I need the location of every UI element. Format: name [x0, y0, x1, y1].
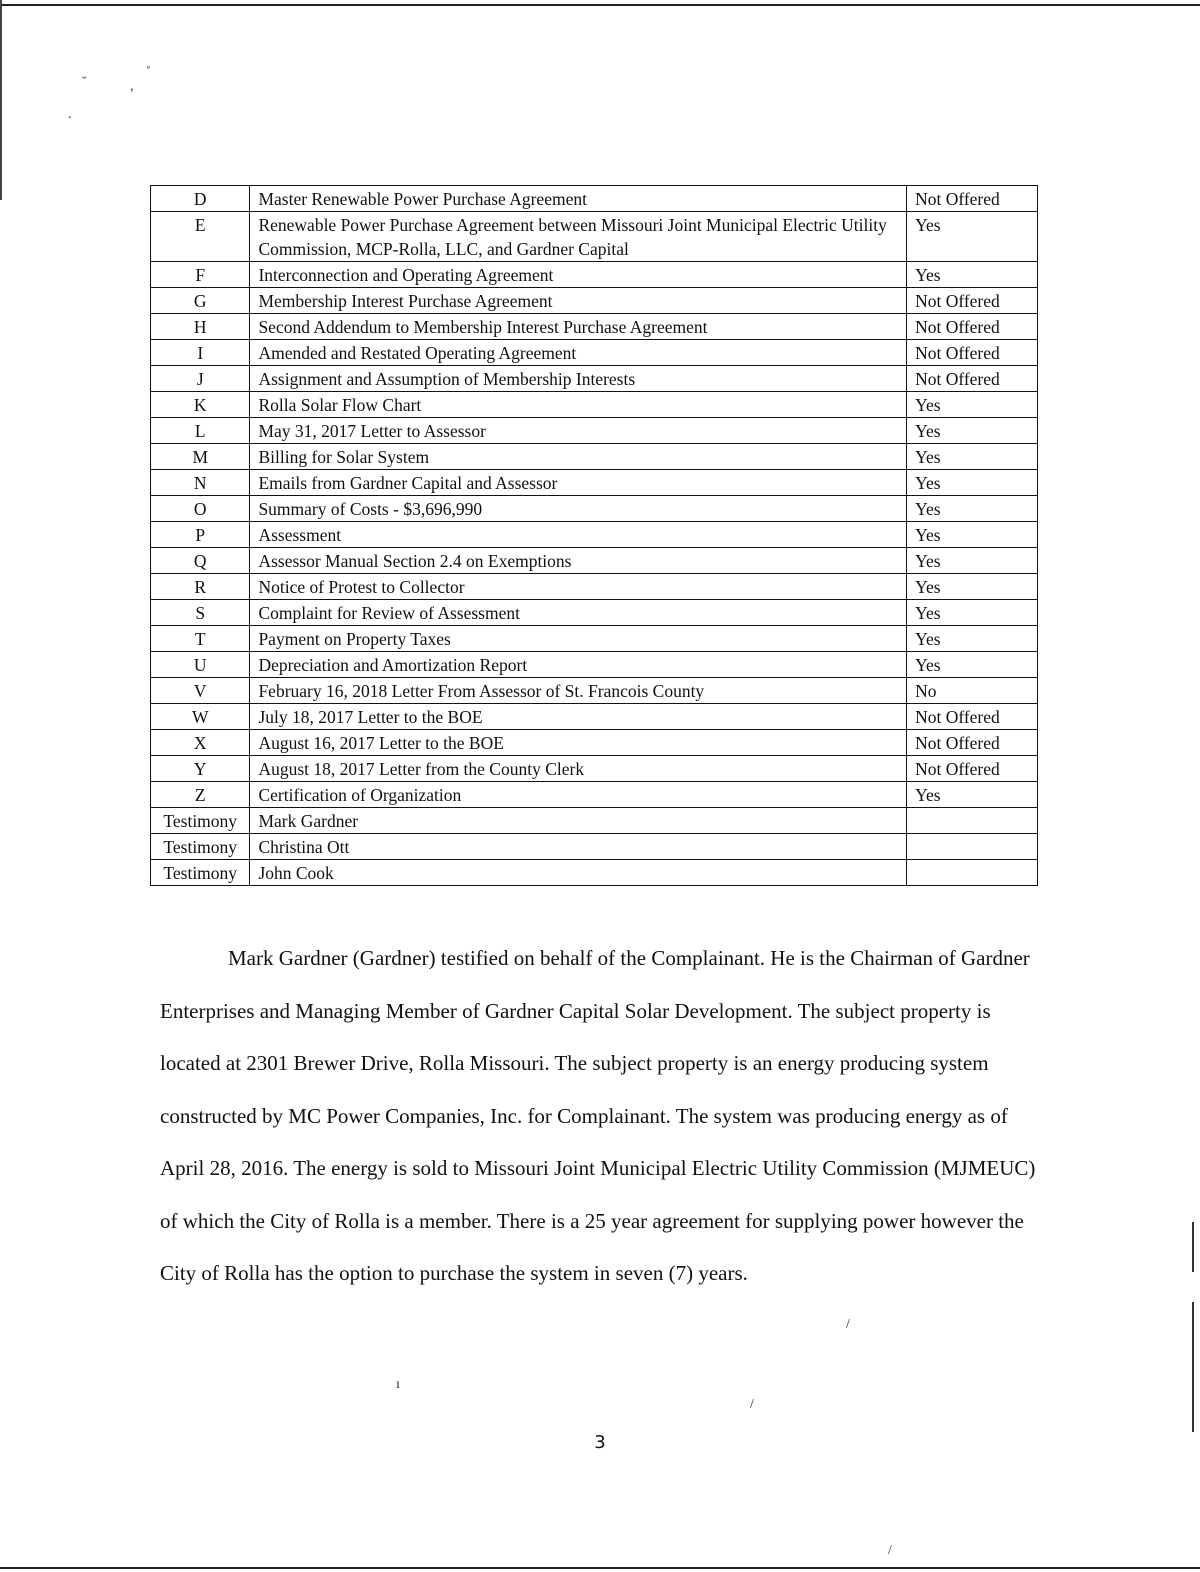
exhibit-status: Yes: [907, 522, 1038, 548]
exhibit-description: Notice of Protest to Collector: [250, 574, 907, 600]
exhibit-row: [151, 574, 1038, 600]
scan-edge-mark: [1192, 1222, 1194, 1272]
scan-edge-mark: [1192, 1302, 1194, 1432]
exhibit-description: Renewable Power Purchase Agreement between Missouri Joint Municipal Electric Utility Commission, MCP-Rolla, LLC, and Gardner Capital: [250, 212, 907, 262]
exhibit-row: [151, 418, 1038, 444]
exhibit-status: Not Offered: [907, 704, 1038, 730]
scan-speck: /: [888, 1543, 892, 1558]
exhibit-status: Not Offered: [907, 314, 1038, 340]
scan-border-top: [0, 4, 1200, 6]
exhibit-status: [907, 834, 1038, 860]
exhibit-description: Certification of Organization: [250, 782, 907, 808]
exhibit-row: [151, 704, 1038, 730]
page-number: 3: [594, 1432, 606, 1453]
exhibit-letter: S: [151, 600, 250, 626]
exhibit-description: July 18, 2017 Letter to the BOE: [250, 704, 907, 730]
exhibit-status: Not Offered: [907, 366, 1038, 392]
exhibit-description: Mark Gardner: [250, 808, 907, 834]
exhibit-description: Interconnection and Operating Agreement: [250, 262, 907, 288]
paragraph-text: Mark Gardner (Gardner) testified on behalf of the Complainant. He is the Chairman of Gardner Enterprises and Managing Member of Gardner Capital Solar Development. The subject property is located at 2301 Brewer Drive, Rolla Missouri. The subject property is an energy producing system constructed by MC Power Companies, Inc. for Complainant. The system was producing energy as of April 28, 2016. The energy is sold to Missouri Joint Municipal Electric Utility Commission (MJMEUC) of which the City of Rolla is a member. There is a 25 year agreement for supplying power however the City of Rolla has the option to purchase the system in seven (7) years.: [160, 946, 1036, 1285]
exhibit-letter: I: [151, 340, 250, 366]
scan-speck: /: [750, 1397, 754, 1412]
exhibit-description: Assignment and Assumption of Membership Interests: [250, 366, 907, 392]
exhibit-letter: T: [151, 626, 250, 652]
exhibit-description: Payment on Property Taxes: [250, 626, 907, 652]
exhibit-status: Yes: [907, 652, 1038, 678]
exhibit-description: Membership Interest Purchase Agreement: [250, 288, 907, 314]
exhibit-status: Yes: [907, 212, 1038, 262]
exhibit-status: Yes: [907, 782, 1038, 808]
exhibit-status: [907, 808, 1038, 834]
exhibit-status: Not Offered: [907, 186, 1038, 212]
exhibit-letter: U: [151, 652, 250, 678]
exhibit-description: Second Addendum to Membership Interest Purchase Agreement: [250, 314, 907, 340]
scan-speck: ,: [130, 79, 134, 94]
exhibit-description: February 16, 2018 Letter From Assessor of St. Francois County: [250, 678, 907, 704]
exhibit-letter: G: [151, 288, 250, 314]
exhibit-row: [151, 392, 1038, 418]
exhibit-letter: V: [151, 678, 250, 704]
exhibit-letter: W: [151, 704, 250, 730]
exhibit-status: Yes: [907, 548, 1038, 574]
exhibit-description: Depreciation and Amortization Report: [250, 652, 907, 678]
exhibit-row: [151, 444, 1038, 470]
exhibit-row: [151, 366, 1038, 392]
exhibit-description: August 16, 2017 Letter to the BOE: [250, 730, 907, 756]
exhibit-table-body: [151, 186, 1038, 886]
exhibit-row: [151, 212, 1038, 262]
exhibit-letter: Q: [151, 548, 250, 574]
exhibit-row: [151, 340, 1038, 366]
exhibit-letter: O: [151, 496, 250, 522]
exhibit-letter: Z: [151, 782, 250, 808]
exhibit-status: Yes: [907, 574, 1038, 600]
exhibit-row: [151, 496, 1038, 522]
exhibit-row: [151, 522, 1038, 548]
exhibit-row: [151, 678, 1038, 704]
exhibit-row: [151, 860, 1038, 886]
scan-border-bottom: [0, 1567, 1200, 1569]
exhibit-description: Christina Ott: [250, 834, 907, 860]
exhibit-letter: R: [151, 574, 250, 600]
exhibit-letter: J: [151, 366, 250, 392]
exhibit-letter: N: [151, 470, 250, 496]
exhibit-status: No: [907, 678, 1038, 704]
exhibit-description: August 18, 2017 Letter from the County Clerk: [250, 756, 907, 782]
exhibit-description: Rolla Solar Flow Chart: [250, 392, 907, 418]
exhibit-description: May 31, 2017 Letter to Assessor: [250, 418, 907, 444]
exhibit-row: [151, 600, 1038, 626]
scan-speck: ˚: [146, 65, 151, 80]
exhibit-letter: F: [151, 262, 250, 288]
testimony-summary-paragraph: [160, 932, 1050, 1300]
exhibit-row: [151, 730, 1038, 756]
exhibit-row: [151, 756, 1038, 782]
exhibit-status: Yes: [907, 262, 1038, 288]
exhibit-row: [151, 834, 1038, 860]
exhibit-status: Yes: [907, 496, 1038, 522]
exhibit-description: Amended and Restated Operating Agreement: [250, 340, 907, 366]
exhibit-description: Emails from Gardner Capital and Assessor: [250, 470, 907, 496]
exhibit-row: [151, 782, 1038, 808]
exhibit-letter: H: [151, 314, 250, 340]
exhibit-description: Billing for Solar System: [250, 444, 907, 470]
scan-speck: .: [68, 107, 72, 122]
exhibit-description: Master Renewable Power Purchase Agreement: [250, 186, 907, 212]
exhibit-row: [151, 314, 1038, 340]
scan-speck: /: [846, 1317, 850, 1332]
exhibit-letter: X: [151, 730, 250, 756]
exhibit-status: Not Offered: [907, 288, 1038, 314]
exhibit-letter: K: [151, 392, 250, 418]
exhibit-table: [150, 185, 1038, 886]
exhibit-status: Not Offered: [907, 730, 1038, 756]
exhibit-description: John Cook: [250, 860, 907, 886]
exhibit-description: Assessor Manual Section 2.4 on Exemptions: [250, 548, 907, 574]
exhibit-letter: P: [151, 522, 250, 548]
exhibit-status: Not Offered: [907, 340, 1038, 366]
exhibit-status: Yes: [907, 470, 1038, 496]
exhibit-letter: M: [151, 444, 250, 470]
exhibit-row: [151, 470, 1038, 496]
exhibit-description: Summary of Costs - $3,696,990: [250, 496, 907, 522]
exhibit-row: [151, 548, 1038, 574]
exhibit-description: Assessment: [250, 522, 907, 548]
exhibit-status: Yes: [907, 392, 1038, 418]
exhibit-row: [151, 288, 1038, 314]
exhibit-status: Not Offered: [907, 756, 1038, 782]
scan-speck: ı: [396, 1377, 400, 1392]
exhibit-row: [151, 808, 1038, 834]
exhibit-row: [151, 186, 1038, 212]
exhibit-status: Yes: [907, 444, 1038, 470]
exhibit-letter: Testimony: [151, 808, 250, 834]
exhibit-status: [907, 860, 1038, 886]
exhibit-letter: Y: [151, 756, 250, 782]
scan-border-left: [0, 0, 2, 200]
exhibit-letter: Testimony: [151, 834, 250, 860]
exhibit-letter: D: [151, 186, 250, 212]
exhibit-status: Yes: [907, 418, 1038, 444]
scan-speck: ˘: [82, 75, 87, 90]
exhibit-row: [151, 626, 1038, 652]
exhibit-letter: Testimony: [151, 860, 250, 886]
exhibit-status: Yes: [907, 626, 1038, 652]
exhibit-row: [151, 652, 1038, 678]
exhibit-letter: E: [151, 212, 250, 262]
exhibit-description: Complaint for Review of Assessment: [250, 600, 907, 626]
exhibit-status: Yes: [907, 600, 1038, 626]
exhibit-letter: L: [151, 418, 250, 444]
exhibit-row: [151, 262, 1038, 288]
